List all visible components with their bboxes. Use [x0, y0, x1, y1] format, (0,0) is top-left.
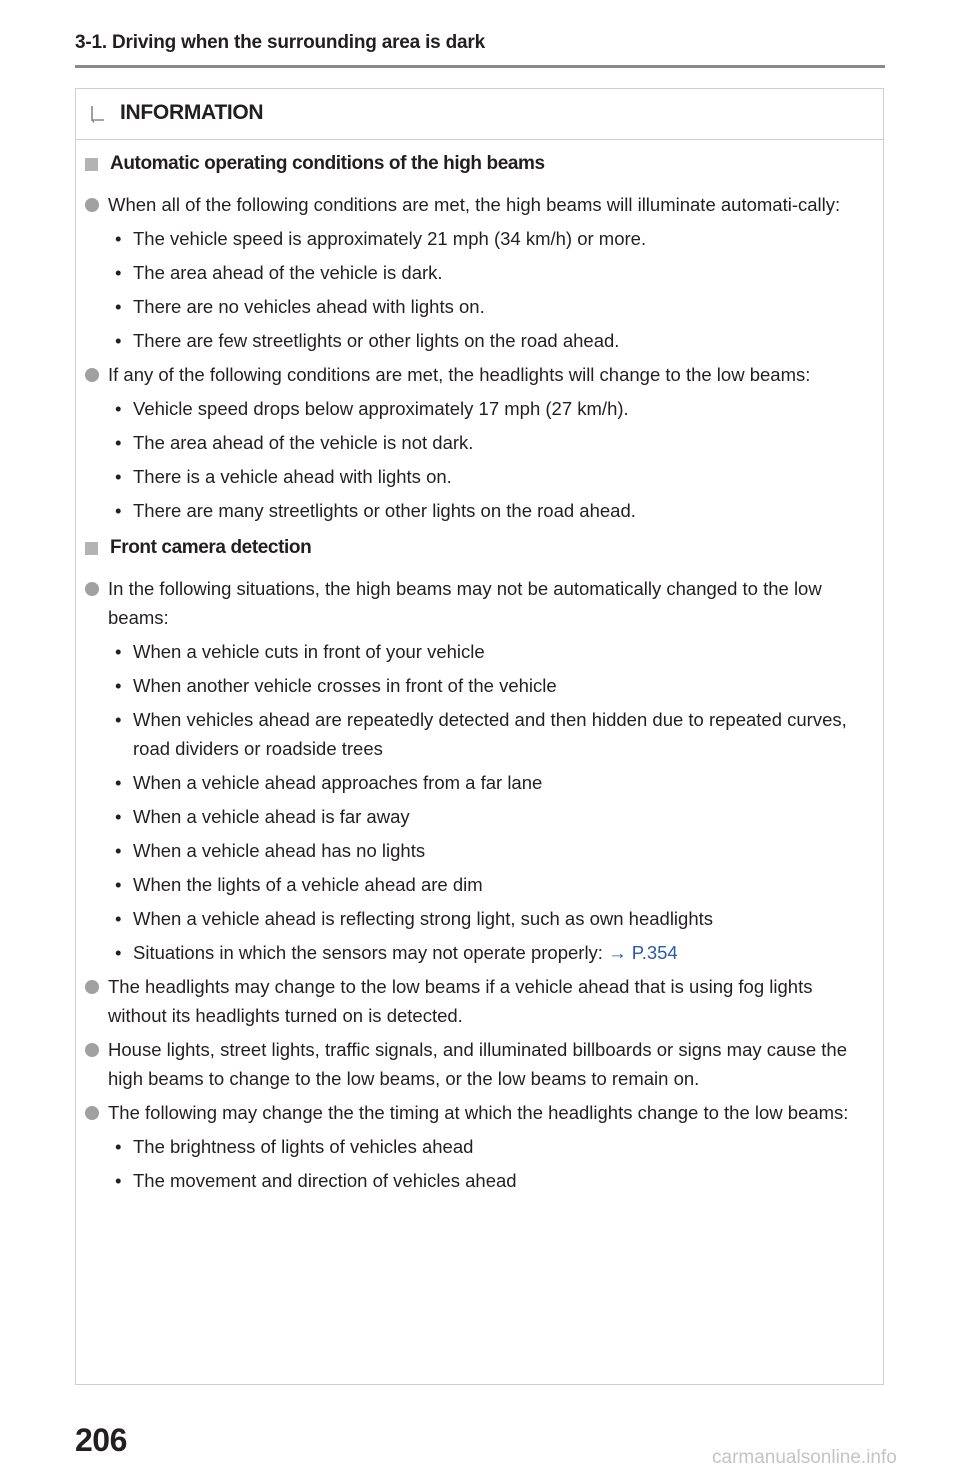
list-item: House lights, street lights, traffic signals, and illuminated billboards or signs may cause the high beams to change to the low beams, or the low beams to remain on. — [85, 1035, 875, 1093]
list-item: In the following situations, the high beams may not be automatically changed to the low beams: — [85, 574, 875, 632]
section-square-icon — [85, 158, 98, 171]
sub-list-item: • When a vehicle cuts in front of your vehicle — [115, 641, 485, 662]
sub-list-item: • There are no vehicles ahead with lights on. — [115, 296, 485, 317]
sub-list-item: • When vehicles ahead are repeatedly detected and then hidden due to repeated curves, road dividers or roadside trees — [115, 709, 847, 759]
sub-list-item: • The vehicle speed is approximately 21 mph (34 km/h) or more. — [115, 228, 647, 249]
sub-list-item: • When a vehicle ahead has no lights — [115, 840, 426, 861]
sub-list-item: • Vehicle speed drops below approximately 17 mph (27 km/h). — [115, 398, 629, 419]
list-item: When all of the following conditions are met, the high beams will illuminate automati-cally: — [85, 190, 875, 219]
information-icon — [90, 105, 106, 123]
sub-list-item: • The brightness of lights of vehicles ahead — [115, 1136, 474, 1157]
circle-bullet-icon — [85, 582, 99, 596]
page-reference-link[interactable]: → P.354 — [608, 942, 678, 963]
sub-list-item: • There are many streetlights or other lights on the road ahead. — [115, 500, 636, 521]
section-square-icon — [85, 542, 98, 555]
list-item: If any of the following conditions are met, the headlights will change to the low beams: — [85, 360, 875, 389]
sub-list-item: • When another vehicle crosses in front of the vehicle — [115, 675, 557, 696]
circle-bullet-icon — [85, 980, 99, 994]
sub-list-item: • There are few streetlights or other lights on the road ahead. — [115, 330, 620, 351]
page-number: 206 — [75, 1422, 127, 1458]
sub-list-item: • When a vehicle ahead is reflecting strong light, such as own headlights — [115, 908, 714, 929]
sub-list-item: • Situations in which the sensors may not operate properly: → P.354 — [115, 942, 678, 963]
page-header — [75, 28, 885, 68]
section-heading: Front camera detection — [85, 530, 875, 569]
list-item: The following may change the the timing at which the headlights change to the low beams: — [85, 1098, 875, 1127]
sub-list-item: • The area ahead of the vehicle is dark. — [115, 262, 443, 283]
sub-list-item: • There is a vehicle ahead with lights on. — [115, 466, 452, 487]
section-heading: Automatic operating conditions of the high beams — [85, 146, 875, 185]
circle-bullet-icon — [85, 368, 99, 382]
watermark: carmanualsonline.info — [712, 1447, 897, 1468]
circle-bullet-icon — [85, 1043, 99, 1057]
circle-bullet-icon — [85, 1106, 99, 1120]
information-content — [85, 146, 875, 1200]
sub-list-item: • When a vehicle ahead is far away — [115, 806, 410, 827]
sub-list-item: • The movement and direction of vehicles ahead — [115, 1170, 517, 1191]
sub-list-item: • The area ahead of the vehicle is not dark. — [115, 432, 474, 453]
circle-bullet-icon — [85, 198, 99, 212]
sub-list-item: • When a vehicle ahead approaches from a far lane — [115, 772, 543, 793]
information-header — [76, 89, 883, 140]
chapter-title: 3-1. Driving when the surrounding area is dark — [75, 32, 485, 53]
information-title: INFORMATION — [120, 101, 264, 124]
sub-list-item: • When the lights of a vehicle ahead are dim — [115, 874, 483, 895]
list-item: The headlights may change to the low beams if a vehicle ahead that is using fog lights without its headlights turned on is detected. — [85, 972, 875, 1030]
header-rule — [75, 65, 885, 68]
